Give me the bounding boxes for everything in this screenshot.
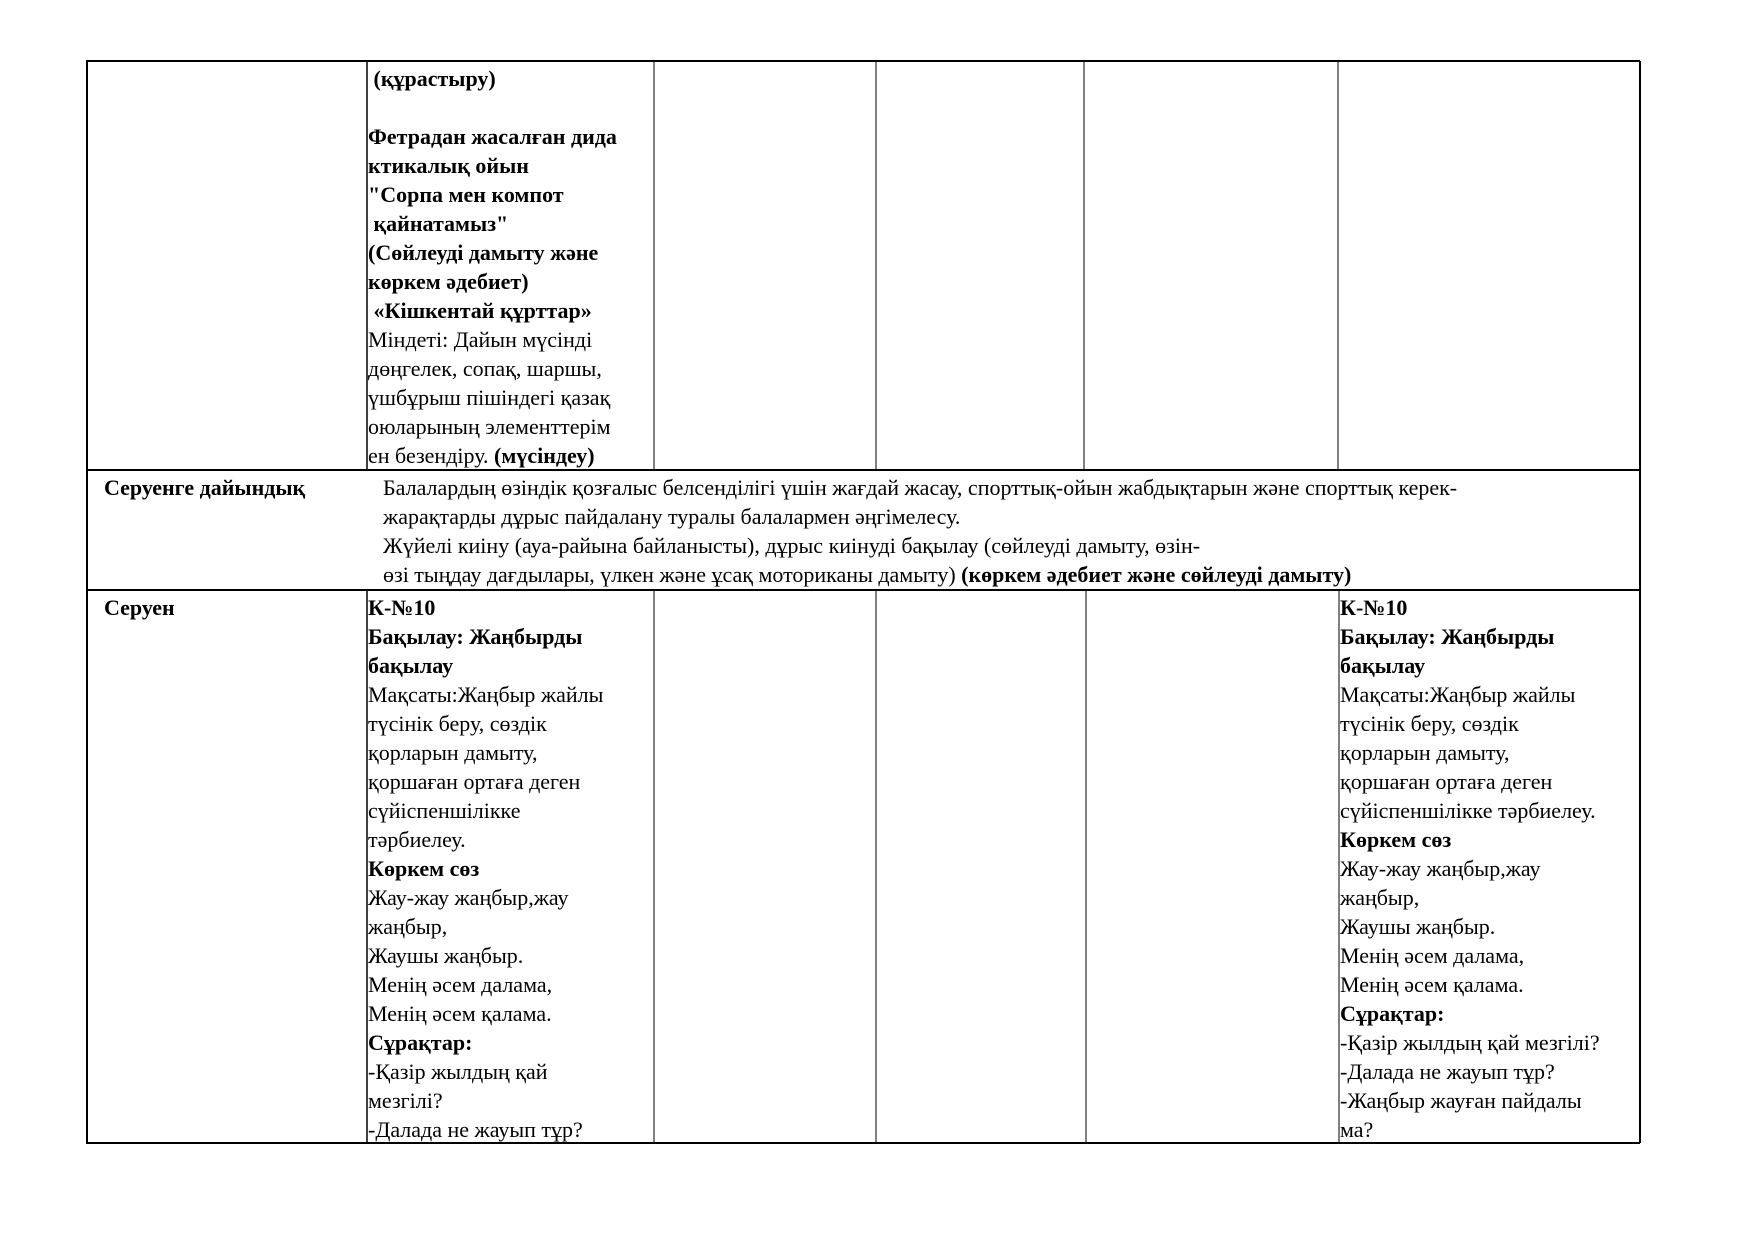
text-run-bold: (көркем әдебиет және сөйлеуді дамыту) xyxy=(961,562,1352,587)
text-line xyxy=(368,1086,603,1115)
text-run: -Далада не жауып тұр? xyxy=(368,1117,583,1142)
text-run-bold: К-№10 xyxy=(1340,595,1408,620)
text-run-bold: (Сөйлеуді дамыту және xyxy=(368,240,599,265)
text-run-bold: ктикалық ойын xyxy=(368,153,529,178)
text-line xyxy=(368,1028,603,1057)
text-line xyxy=(368,93,617,122)
walk-observation-text-friday xyxy=(1340,593,1600,1144)
text-line xyxy=(1340,680,1600,709)
text-line xyxy=(368,651,603,680)
text-line xyxy=(368,209,617,238)
text-line xyxy=(368,296,617,325)
text-line xyxy=(368,854,603,883)
text-run-bold: Фетрадан жасалған дида xyxy=(368,124,617,149)
text-run-bold: Сұрақтар: xyxy=(1340,1001,1445,1026)
text-run: -Далада не жауып тұр? xyxy=(1340,1059,1555,1084)
text-line xyxy=(368,883,603,912)
text-line xyxy=(368,325,617,354)
text-run-bold: Сұрақтар: xyxy=(368,1030,473,1055)
text-run: тәрбиелеу. xyxy=(368,827,466,852)
text-line xyxy=(368,1057,603,1086)
text-line xyxy=(383,473,1457,502)
text-run: Менің әсем далама, xyxy=(1340,943,1525,968)
text-run: Менің әсем қалама. xyxy=(1340,972,1524,997)
text-run: оюларының элементтерім xyxy=(368,414,611,439)
text-line xyxy=(1340,883,1600,912)
text-line xyxy=(368,412,617,441)
text-line xyxy=(1340,1115,1600,1144)
text-run: жаңбыр, xyxy=(1340,885,1420,910)
text-line xyxy=(1340,796,1600,825)
text-line xyxy=(1340,651,1600,680)
text-run: жаңбыр, xyxy=(368,914,448,939)
text-line xyxy=(1340,1028,1600,1057)
text-line xyxy=(368,383,617,412)
text-run: қоршаған ортаға деген xyxy=(368,769,581,794)
text-line xyxy=(368,622,603,651)
text-run: -Қазір жылдың қай xyxy=(368,1059,548,1084)
text-run: Жау-жау жаңбыр,жау xyxy=(1340,856,1541,881)
text-run-bold: (құрастыру) xyxy=(368,66,496,91)
text-run: ма? xyxy=(1340,1117,1374,1142)
text-line xyxy=(1340,999,1600,1028)
text-line xyxy=(383,502,1457,531)
activity-cell-text xyxy=(368,64,617,470)
text-run: түсінік беру, сөздік xyxy=(1340,711,1519,736)
text-line xyxy=(368,825,603,854)
text-run-bold: Бақылау: Жаңбырды xyxy=(368,624,583,649)
text-line xyxy=(368,122,617,151)
text-run: Мақсаты:Жаңбыр жайлы xyxy=(1340,682,1576,707)
text-run: дөңгелек, сопақ, шаршы, xyxy=(368,356,602,381)
text-line xyxy=(1340,622,1600,651)
text-line xyxy=(368,796,603,825)
text-run: Менің әсем далама, xyxy=(368,972,553,997)
text-run: қорларын дамыту, xyxy=(368,740,538,765)
row-label-walk: Серуен xyxy=(104,595,175,620)
text-run-bold: бақылау xyxy=(1340,653,1426,678)
text-run: сүйіспеншілікке тәрбиелеу. xyxy=(1340,798,1596,823)
text-line xyxy=(1340,854,1600,883)
text-line xyxy=(368,593,603,622)
walk-observation-text-monday xyxy=(368,593,603,1144)
text-run: Міндеті: Дайын мүсінді xyxy=(368,327,593,352)
text-line xyxy=(368,354,617,383)
text-run: түсінік беру, сөздік xyxy=(368,711,547,736)
text-line xyxy=(368,180,617,209)
text-line xyxy=(368,709,603,738)
text-run-bold: бақылау xyxy=(368,653,454,678)
text-run-bold: көркем әдебиет) xyxy=(368,269,529,294)
text-line xyxy=(383,560,1457,589)
text-line xyxy=(368,238,617,267)
row-label-walk-preparation: Серуенге дайындық xyxy=(104,475,306,500)
text-run: үшбұрыш пішіндегі қазақ xyxy=(368,385,611,410)
text-line xyxy=(368,151,617,180)
text-line xyxy=(368,767,603,796)
text-run-bold: «Кішкентай құрттар» xyxy=(368,298,592,323)
text-line xyxy=(1340,912,1600,941)
text-line xyxy=(1340,1057,1600,1086)
text-line xyxy=(368,64,617,93)
text-line xyxy=(368,441,617,470)
text-line xyxy=(368,941,603,970)
text-run-bold: (мүсіндеу) xyxy=(494,443,595,468)
text-line xyxy=(1340,1086,1600,1115)
text-run-bold: қайнатамыз" xyxy=(368,211,509,236)
text-line xyxy=(1340,767,1600,796)
text-line xyxy=(1340,738,1600,767)
text-line xyxy=(368,970,603,999)
text-line xyxy=(383,531,1457,560)
text-run-bold: Көркем сөз xyxy=(368,856,480,881)
text-run: -Қазір жылдың қай мезгілі? xyxy=(1340,1030,1600,1055)
text-run: сүйіспеншілікке xyxy=(368,798,521,823)
text-line xyxy=(368,680,603,709)
text-run-bold: "Сорпа мен компот xyxy=(368,182,564,207)
text-run-bold: К-№10 xyxy=(368,595,436,620)
text-run: Мақсаты:Жаңбыр жайлы xyxy=(368,682,604,707)
text-line xyxy=(368,999,603,1028)
text-run: Жаушы жаңбыр. xyxy=(1340,914,1496,939)
text-run: Жүйелі киіну (ауа-райына байланысты), дұрыс киінуді бақылау (сөйлеуді дамыту, өзін- xyxy=(383,533,1201,558)
text-run-bold: Көркем сөз xyxy=(1340,827,1452,852)
text-line xyxy=(368,738,603,767)
text-run: Менің әсем қалама. xyxy=(368,1001,552,1026)
text-run: Балалардың өзіндік қозғалыс белсенділігі үшін жағдай жасау, спорттық-ойын жабдықтарын және спорттық керек- xyxy=(383,475,1458,500)
text-line xyxy=(368,1115,603,1144)
text-run: қоршаған ортаға деген xyxy=(1340,769,1553,794)
text-run-bold: Бақылау: Жаңбырды xyxy=(1340,624,1555,649)
text-line xyxy=(1340,593,1600,622)
walk-preparation-text xyxy=(383,473,1457,589)
text-run: өзі тыңдау дағдылары, үлкен және ұсақ моториканы дамыту) xyxy=(383,562,962,587)
text-line xyxy=(368,267,617,296)
text-line xyxy=(1340,709,1600,738)
text-run: жарақтарды дұрыс пайдалану туралы балалармен әңгімелесу. xyxy=(383,504,961,529)
text-run: -Жаңбыр жауған пайдалы xyxy=(1340,1088,1582,1113)
text-run: Жау-жау жаңбыр,жау xyxy=(368,885,569,910)
text-line xyxy=(1340,941,1600,970)
text-run: мезгілі? xyxy=(368,1088,443,1113)
text-line xyxy=(1340,825,1600,854)
text-line xyxy=(368,912,603,941)
text-run: ен безендіру. xyxy=(368,443,495,468)
text-run: Жаушы жаңбыр. xyxy=(368,943,524,968)
text-run: қорларын дамыту, xyxy=(1340,740,1510,765)
text-line xyxy=(1340,970,1600,999)
